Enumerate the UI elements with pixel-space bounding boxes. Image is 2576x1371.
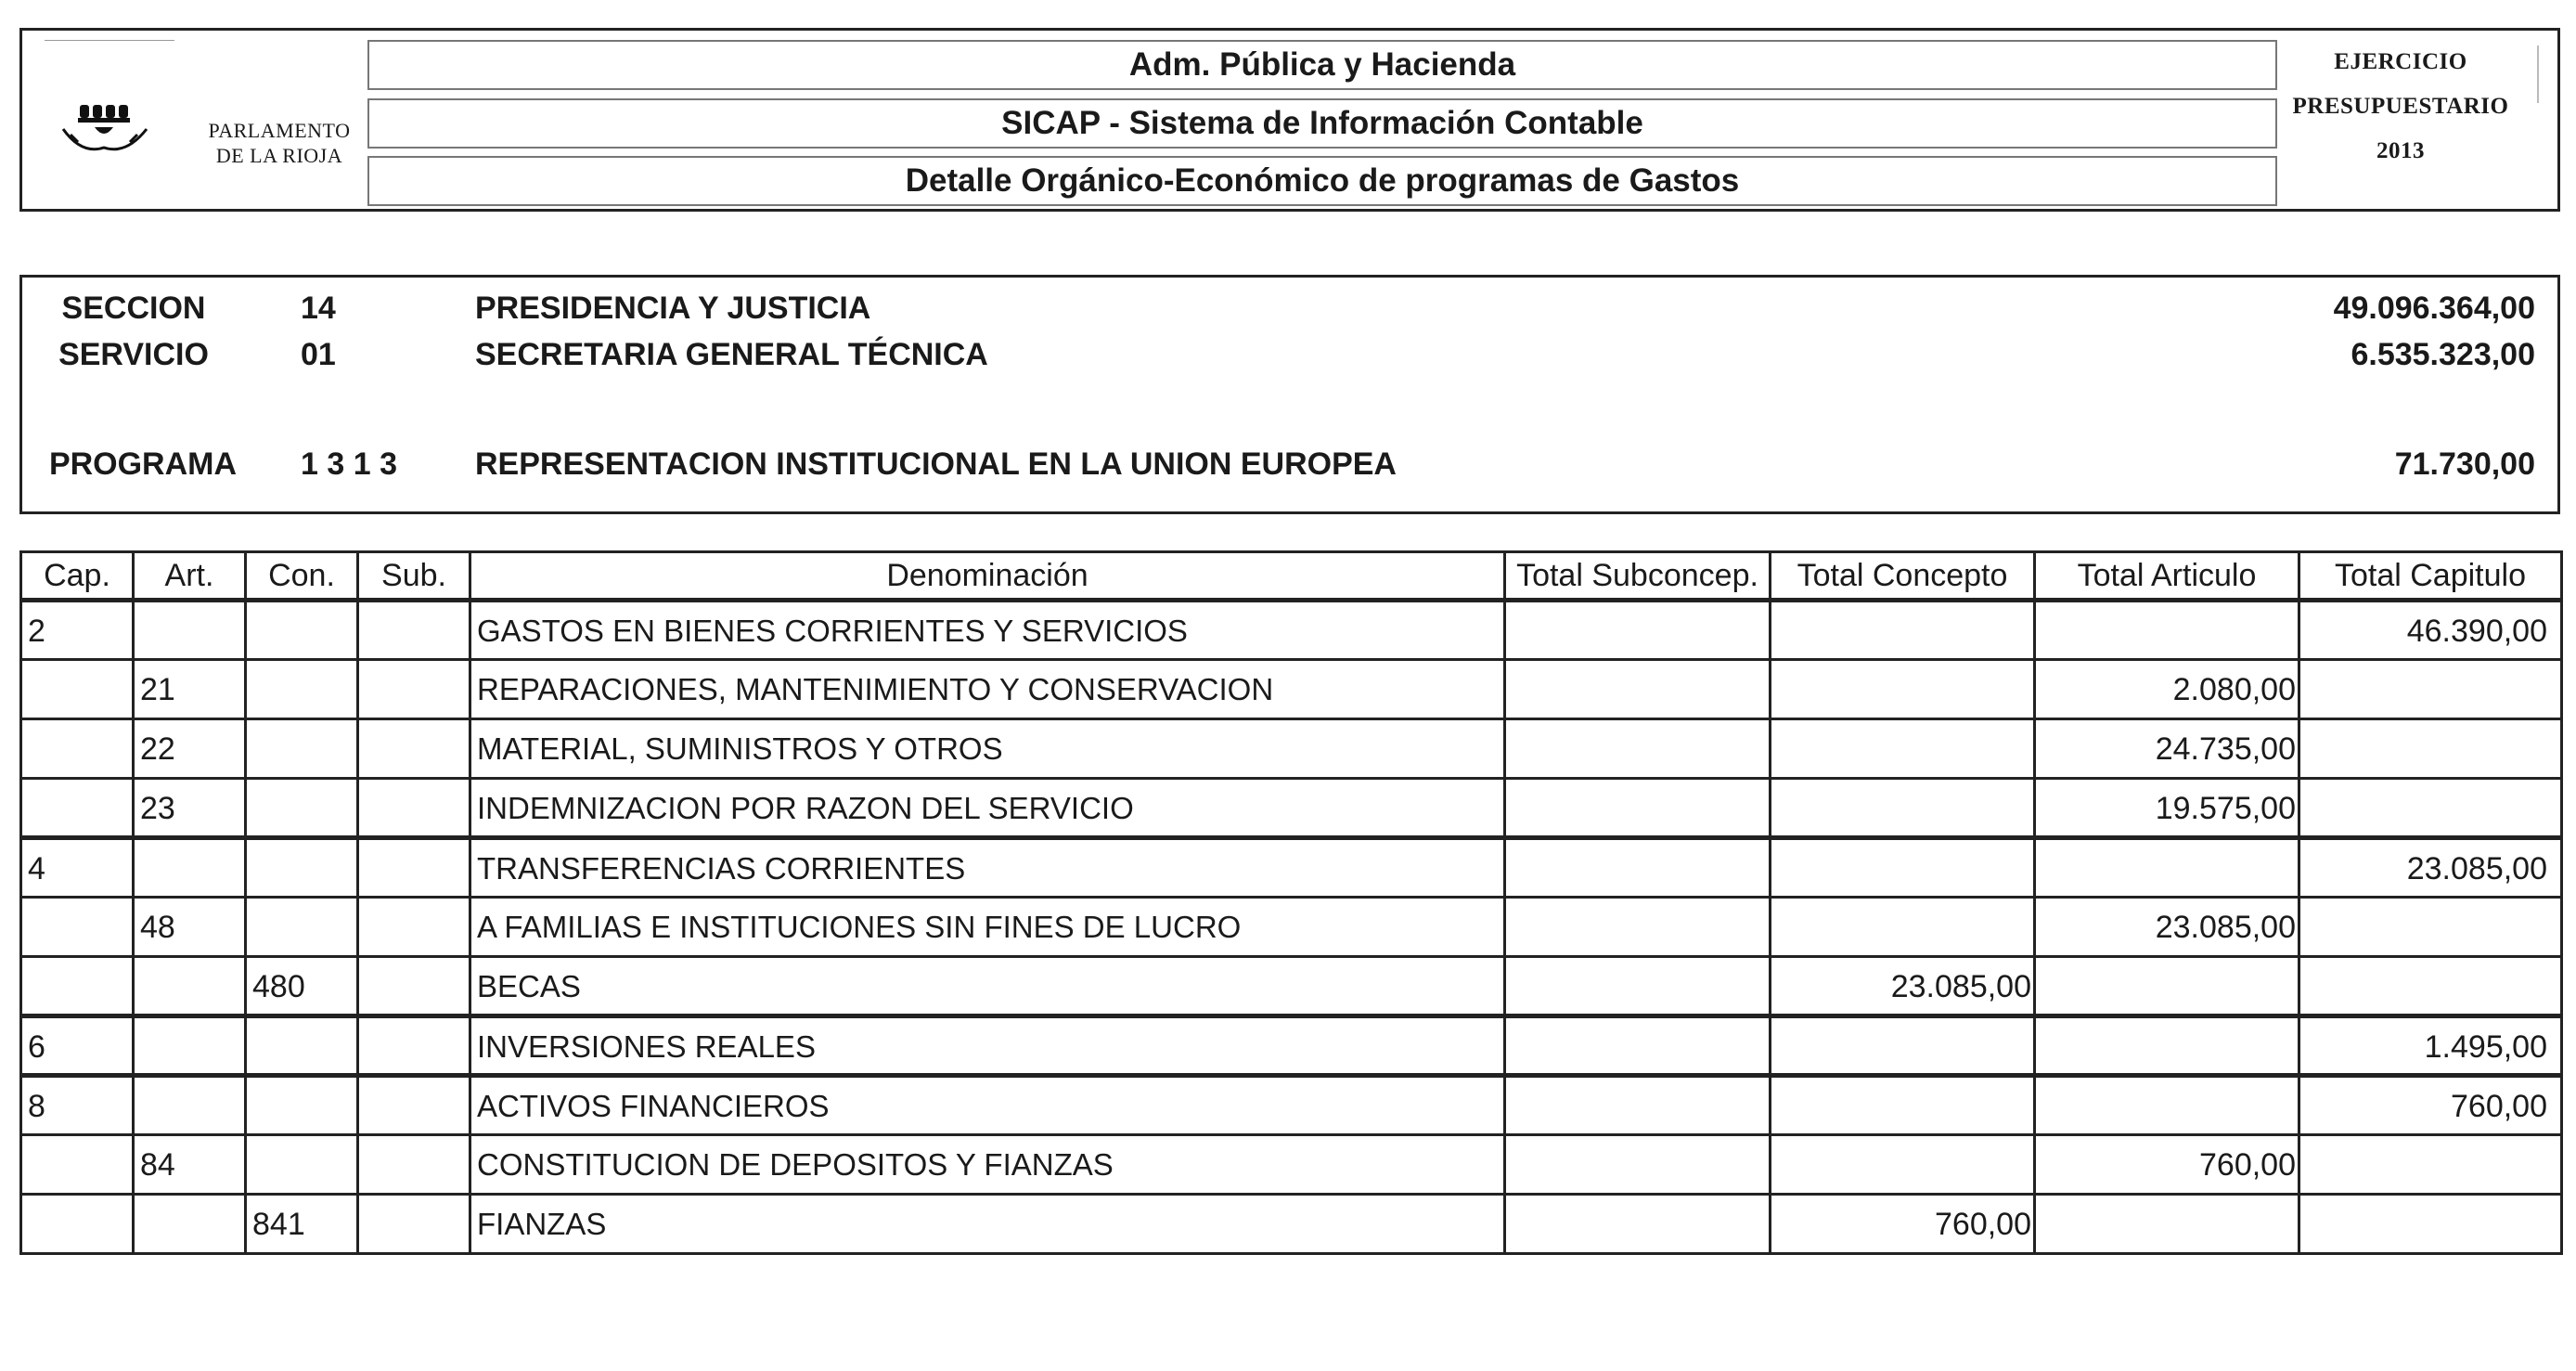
org-line2: DE LA RIOJA (215, 144, 343, 167)
ejercicio-label: EJERCICIO (2334, 49, 2467, 74)
cell-denominacion: REPARACIONES, MANTENIMIENTO Y CONSERVACION (470, 660, 1505, 719)
cell-total-subconcepto (1505, 1016, 1771, 1076)
cell-sub (358, 1016, 470, 1076)
cell-total-articulo (2035, 1016, 2299, 1076)
cell-art (134, 838, 246, 898)
table-row (21, 898, 2562, 957)
cell-denominacion: ACTIVOS FINANCIEROS (470, 1076, 1505, 1135)
cell-denominacion: BECAS (470, 957, 1505, 1016)
cell-sub (358, 838, 470, 898)
col-header-total-concepto: Total Concepto (1771, 552, 2035, 601)
col-header-con: Con. (246, 552, 358, 601)
cell-total-subconcepto (1505, 1076, 1771, 1135)
org-line1: PARLAMENTO (208, 119, 351, 142)
cell-denominacion: A FAMILIAS E INSTITUCIONES SIN FINES DE LUCRO (470, 898, 1505, 957)
cell-sub (358, 601, 470, 660)
col-header-total-articulo: Total Articulo (2035, 552, 2299, 601)
presupuestario-label: PRESUPUESTARIO (2292, 94, 2509, 119)
cell-cap: 8 (21, 1076, 134, 1135)
col-header-art: Art. (134, 552, 246, 601)
cell-sub (358, 660, 470, 719)
cell-total-articulo: 760,00 (2035, 1135, 2299, 1195)
cell-total-capitulo (2299, 898, 2562, 957)
cell-art (134, 1076, 246, 1135)
cell-cap (21, 1195, 134, 1254)
cell-cap (21, 898, 134, 957)
cell-cap (21, 660, 134, 719)
servicio-name: SECRETARIA GENERAL TÉCNICA (475, 337, 988, 372)
cell-cap: 2 (21, 601, 134, 660)
cell-cap (21, 1135, 134, 1195)
col-header-total-subconcepto: Total Subconcep. (1505, 552, 1771, 601)
servicio-code: 01 (301, 337, 336, 372)
cell-total-articulo (2035, 601, 2299, 660)
table-row (21, 957, 2562, 1016)
cell-total-concepto: 760,00 (1771, 1195, 2035, 1254)
cell-total-concepto (1771, 1016, 2035, 1076)
col-header-cap: Cap. (21, 552, 134, 601)
cell-total-capitulo: 23.085,00 (2299, 838, 2562, 898)
table-row (21, 838, 2562, 898)
header-title-department: Adm. Pública y Hacienda (367, 40, 2277, 90)
cell-total-articulo (2035, 957, 2299, 1016)
cell-total-capitulo: 46.390,00 (2299, 601, 2562, 660)
table-row (21, 601, 2562, 660)
cell-total-concepto (1771, 1135, 2035, 1195)
header-title-system: SICAP - Sistema de Información Contable (367, 98, 2277, 149)
cell-sub (358, 1195, 470, 1254)
seccion-name: PRESIDENCIA Y JUSTICIA (475, 291, 871, 326)
cell-art: 22 (134, 719, 246, 779)
seccion-label: SECCION (61, 291, 206, 326)
col-header-denominacion: Denominación (470, 552, 1505, 601)
budget-detail-table (19, 550, 2563, 1255)
table-row (21, 779, 2562, 838)
seccion-code: 14 (301, 291, 336, 326)
cell-con (246, 601, 358, 660)
cell-total-capitulo (2299, 1195, 2562, 1254)
cell-sub (358, 1135, 470, 1195)
logo-divider (45, 40, 174, 41)
parliament-emblem-icon (59, 101, 171, 166)
cell-denominacion: CONSTITUCION DE DEPOSITOS Y FIANZAS (470, 1135, 1505, 1195)
cell-total-subconcepto (1505, 601, 1771, 660)
cell-cap: 4 (21, 838, 134, 898)
cell-art (134, 1016, 246, 1076)
cell-total-concepto (1771, 1076, 2035, 1135)
cell-total-articulo: 24.735,00 (2035, 719, 2299, 779)
cell-total-capitulo: 1.495,00 (2299, 1016, 2562, 1076)
cell-total-articulo (2035, 838, 2299, 898)
cell-con (246, 719, 358, 779)
table-row (21, 1016, 2562, 1076)
parliament-logo (32, 38, 375, 205)
cell-total-articulo: 2.080,00 (2035, 660, 2299, 719)
cell-total-subconcepto (1505, 957, 1771, 1016)
cell-art (134, 957, 246, 1016)
cell-con (246, 1135, 358, 1195)
cell-total-capitulo: 760,00 (2299, 1076, 2562, 1135)
cell-con (246, 838, 358, 898)
cell-total-capitulo (2299, 1135, 2562, 1195)
organization-name (182, 118, 377, 168)
report-header (19, 28, 2560, 212)
cell-denominacion: TRANSFERENCIAS CORRIENTES (470, 838, 1505, 898)
cell-sub (358, 779, 470, 838)
cell-total-concepto (1771, 838, 2035, 898)
table-row (21, 719, 2562, 779)
cell-con (246, 1016, 358, 1076)
cell-art: 21 (134, 660, 246, 719)
cell-total-subconcepto (1505, 1195, 1771, 1254)
table-row (21, 1135, 2562, 1195)
programa-amount: 71.730,00 (2394, 446, 2535, 482)
cell-sub (358, 957, 470, 1016)
cell-cap (21, 719, 134, 779)
cell-con (246, 660, 358, 719)
programa-name: REPRESENTACION INSTITUCIONAL EN LA UNION EUROPEA (475, 446, 1397, 482)
cell-total-subconcepto (1505, 898, 1771, 957)
cell-denominacion: GASTOS EN BIENES CORRIENTES Y SERVICIOS (470, 601, 1505, 660)
cell-cap (21, 779, 134, 838)
cell-total-subconcepto (1505, 1135, 1771, 1195)
fiscal-year: 2013 (2376, 138, 2425, 163)
seccion-amount: 49.096.364,00 (2333, 291, 2535, 326)
cell-con: 841 (246, 1195, 358, 1254)
cell-sub (358, 719, 470, 779)
cell-total-concepto: 23.085,00 (1771, 957, 2035, 1016)
fiscal-year-block (2285, 40, 2517, 174)
cell-total-concepto (1771, 660, 2035, 719)
header-title-report: Detalle Orgánico-Económico de programas de Gastos (367, 156, 2277, 206)
cell-total-articulo (2035, 1076, 2299, 1135)
cell-con (246, 779, 358, 838)
cell-total-capitulo (2299, 660, 2562, 719)
cell-art (134, 601, 246, 660)
table-row (21, 1195, 2562, 1254)
col-header-total-capitulo: Total Capitulo (2299, 552, 2562, 601)
table-row (21, 1076, 2562, 1135)
cell-con (246, 898, 358, 957)
header-edge-mark (2537, 45, 2539, 103)
cell-total-subconcepto (1505, 838, 1771, 898)
cell-sub (358, 1076, 470, 1135)
cell-total-subconcepto (1505, 660, 1771, 719)
cell-total-concepto (1771, 779, 2035, 838)
servicio-amount: 6.535.323,00 (2351, 337, 2535, 372)
cell-con (246, 1076, 358, 1135)
cell-total-concepto (1771, 601, 2035, 660)
cell-art (134, 1195, 246, 1254)
cell-con: 480 (246, 957, 358, 1016)
cell-total-capitulo (2299, 779, 2562, 838)
cell-denominacion: FIANZAS (470, 1195, 1505, 1254)
servicio-label: SERVICIO (58, 337, 209, 372)
programa-code: 1 3 1 3 (301, 446, 397, 482)
cell-denominacion: MATERIAL, SUMINISTROS Y OTROS (470, 719, 1505, 779)
col-header-sub: Sub. (358, 552, 470, 601)
cell-total-articulo: 23.085,00 (2035, 898, 2299, 957)
cell-total-concepto (1771, 898, 2035, 957)
cell-total-articulo (2035, 1195, 2299, 1254)
cell-cap (21, 957, 134, 1016)
cell-art: 23 (134, 779, 246, 838)
cell-total-capitulo (2299, 957, 2562, 1016)
cell-sub (358, 898, 470, 957)
cell-total-subconcepto (1505, 719, 1771, 779)
cell-cap: 6 (21, 1016, 134, 1076)
cell-total-articulo: 19.575,00 (2035, 779, 2299, 838)
cell-art: 48 (134, 898, 246, 957)
cell-total-concepto (1771, 719, 2035, 779)
cell-art: 84 (134, 1135, 246, 1195)
cell-total-capitulo (2299, 719, 2562, 779)
programa-label: PROGRAMA (48, 446, 238, 482)
cell-denominacion: INDEMNIZACION POR RAZON DEL SERVICIO (470, 779, 1505, 838)
program-summary (19, 275, 2560, 514)
cell-total-subconcepto (1505, 779, 1771, 838)
table-row (21, 660, 2562, 719)
table-header-row (21, 552, 2562, 601)
cell-denominacion: INVERSIONES REALES (470, 1016, 1505, 1076)
